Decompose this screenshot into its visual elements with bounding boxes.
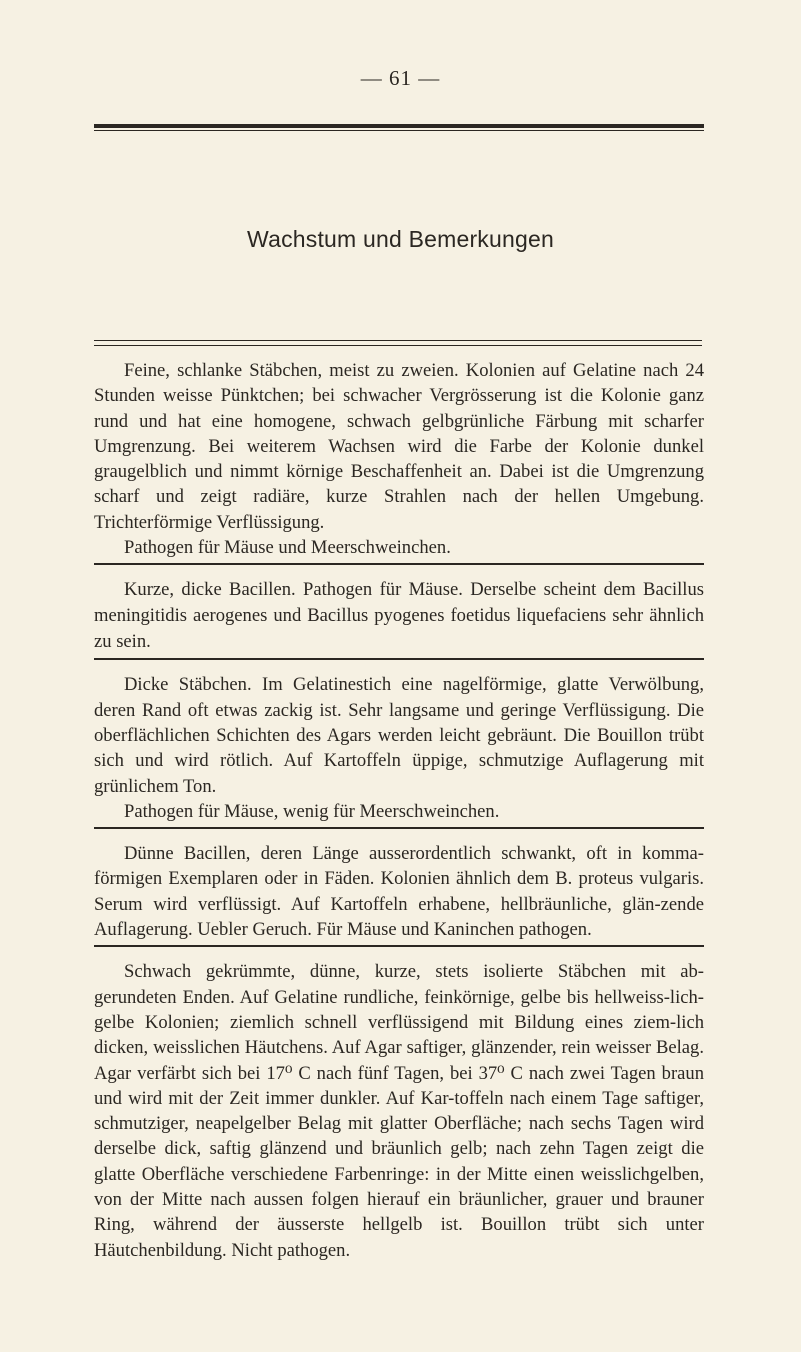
entry-1 bbox=[94, 358, 704, 565]
entry-2-text: Kurze, dicke Bacillen. Pathogen für Mäuse. Derselbe scheint dem Bacillus meningitidis aerogenes und Bacillus pyogenes foetidus liquefaciens sehr ähnlich zu sein. bbox=[94, 579, 704, 653]
header-rule-bottom bbox=[94, 345, 702, 346]
page-number: — 61 — bbox=[360, 66, 441, 90]
entry-3-text: Dicke Stäbchen. Im Gelatinestich eine nagelförmige, glatte Verwölbung, deren Rand oft etwas zackig ist. Sehr langsame und geringe Verflüssigung. Die oberflächlichen Schichten des Agars werden leicht gebräunt. Die Bouillon trübt sich und wird rötlich. Auf Kartoffeln üppige, schmutzige Auflagerung mit grünlichem Ton. bbox=[94, 674, 704, 797]
entry-3 bbox=[94, 672, 704, 829]
entry-divider bbox=[94, 563, 704, 565]
entry-1-pathogen: Pathogen für Mäuse und Meerschweinchen. bbox=[124, 537, 451, 559]
section-title: Wachstum und Bemerkungen bbox=[247, 226, 554, 252]
entry-divider bbox=[94, 827, 704, 829]
entry-divider bbox=[94, 658, 704, 660]
entry-divider bbox=[94, 945, 704, 947]
top-thick-rule bbox=[94, 124, 704, 128]
header-rule-top bbox=[94, 340, 702, 341]
top-thin-rule bbox=[94, 130, 704, 131]
entry-4-text: Dünne Bacillen, deren Länge ausserordentlich schwankt, oft in komma-förmigen Exemplaren oder in Fäden. Kolonien ähnlich dem B. proteus vulgaris. Serum wird verflüssigt. Auf Kartoffeln erhabene, hellbräunliche, glän-zende Auflagerung. Uebler Geruch. Für Mäuse und Kaninchen pathogen. bbox=[94, 843, 704, 941]
entry-4 bbox=[94, 841, 704, 947]
entries-column bbox=[94, 358, 704, 1263]
entry-2 bbox=[94, 577, 704, 660]
entry-5-text: Schwach gekrümmte, dünne, kurze, stets isolierte Stäbchen mit ab-gerundeten Enden. Auf Gelatine rundliche, feinkörnige, gelbe bis hellweiss-lich-gelbe Kolonien; ziemlich schnell verflüssigend mit Bildung eines ziem-lich dicken, weisslichen Häutchens. Auf Agar saftiger, glänzender, rein weisser Belag. Agar verfärbt sich bei 17⁰ C nach fünf Tagen, bei 37⁰ C nach zwei Tagen braun und wird mit der Zeit immer dunkler. Auf Kar-toffeln nach einem Tage saftiger, schmutziger, neapelgelber Belag mit glatter Oberfläche; nach sechs Tagen wird derselbe dick, saftig glänzend und bräunlich gelb; nach zehn Tagen zeigt die glatte Oberfläche verschiedene Farbenringe: in der Mitte einen weisslichgelben, von der Mitte nach aussen folgen hierauf ein bräunlicher, grauer und brauner Ring, während der äusserste hellgelb ist. Bouillon trübt sich unter Häutchenbildung. Nicht pathogen. bbox=[94, 961, 704, 1261]
entry-1-text: Feine, schlanke Stäbchen, meist zu zweien. Kolonien auf Gelatine nach 24 Stunden weisse Pünktchen; bei schwacher Vergrösserung ist die Kolonie ganz rund und hat eine homogene, schwach gelbgrünliche Färbung mit scharfer Umgrenzung. Bei weiterem Wachsen wird die Farbe der Kolonie dunkel graugelblich und nimmt körnige Beschaffenheit an. Dabei ist die Umgrenzung scharf und zeigt radiäre, kurze Strahlen nach der hellen Umgebung. Trichterförmige Verflüssigung. bbox=[94, 360, 704, 533]
entry-3-pathogen: Pathogen für Mäuse, wenig für Meerschweinchen. bbox=[124, 800, 500, 822]
entry-5 bbox=[94, 959, 704, 1263]
